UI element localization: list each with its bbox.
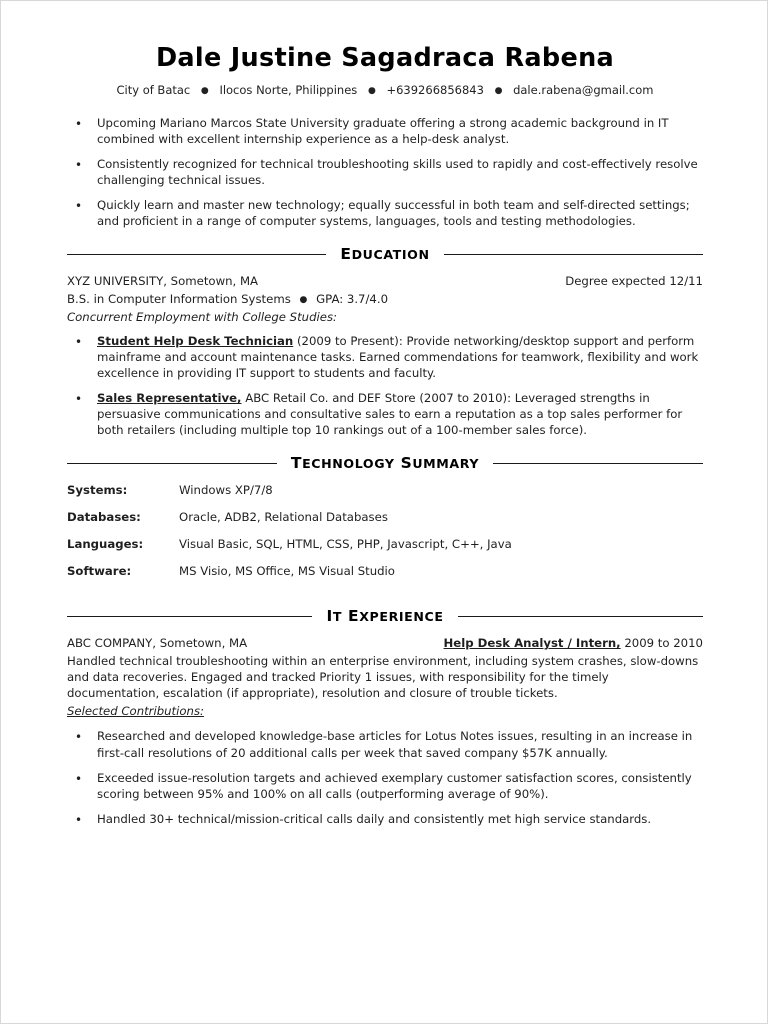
- list-item-text: Handled 30+ technical/mission-critical calls daily and consistently met high service standards.: [97, 811, 652, 826]
- list-item: [67, 197, 703, 229]
- section-header-education: [67, 245, 703, 263]
- education-gpa: GPA: 3.7/4.0: [316, 292, 389, 307]
- tech-label: Databases:: [67, 510, 141, 525]
- job-title: Student Help Desk Technician: [97, 334, 294, 349]
- table-row: [67, 483, 703, 510]
- bullet-icon: •: [75, 812, 83, 827]
- divider: [493, 463, 703, 464]
- education-degree-row: [67, 292, 703, 306]
- contact-phone: +639266856843: [386, 83, 484, 97]
- contact-email[interactable]: dale.rabena@gmail.com: [513, 83, 654, 97]
- list-item: [67, 728, 703, 760]
- experience-role-row: [444, 636, 704, 650]
- list-item-text: Quickly learn and master new technology; equally successful in both team and self-directed settings; and proficient in a range of computer systems, languages, tools and testing methodologies.: [97, 198, 690, 229]
- contact-region: Ilocos Norte, Philippines: [219, 83, 358, 97]
- tech-label: Software:: [67, 564, 132, 579]
- bullet-icon: •: [75, 771, 83, 786]
- tech-value: Oracle, ADB2, Relational Databases: [179, 510, 388, 525]
- divider: [444, 254, 703, 255]
- experience-description: Handled technical troubleshooting within an enterprise environment, including system crashes, slow-downs and data recoveries. Engaged and tracked Priority 1 issues, with responsibility for the timely documentation, escalation (if appropriate), resolution and closure of trouble tickets.: [67, 654, 699, 701]
- experience-contributions-label: Selected Contributions:: [67, 704, 204, 719]
- list-item-text: Exceeded issue-resolution targets and achieved exemplary customer satisfaction scores, consistently scoring between 95% and 100% on all calls (outperforming average of 90%).: [97, 770, 692, 801]
- job-title: Sales Representative,: [97, 391, 242, 406]
- job-description: (2009 to Present): Provide networking/desktop support and perform mainframe and account maintenance tasks. Earned commendations for teamwork, flexibility and work excellence in providing IT support to students and faculty.: [97, 334, 699, 381]
- table-row: [67, 564, 703, 591]
- divider: [458, 616, 703, 617]
- contact-line: [67, 83, 703, 97]
- education-degree-expected: Degree expected 12/11: [565, 274, 703, 289]
- education-school-row: [67, 274, 703, 288]
- bullet-icon: •: [75, 117, 83, 131]
- section-title: IT EXPERIENCE: [326, 607, 444, 626]
- bullet-separator-icon: ●: [299, 295, 308, 306]
- bullet-separator-icon: ●: [494, 86, 503, 96]
- experience-dates: 2009 to 2010: [620, 636, 703, 651]
- tech-label: Systems:: [67, 483, 128, 498]
- list-item: [67, 811, 703, 827]
- experience-role: Help Desk Analyst / Intern,: [443, 636, 621, 651]
- technology-table: [67, 483, 703, 591]
- section-header-experience: [67, 607, 703, 625]
- job-description: ABC Retail Co. and DEF Store (2007 to 2010): Leveraged strengths in persuasive communications and consultative sales to earn a reputation as a top sales performer for both retailers (including multiple top 10 rankings out of a 100-member sales force).: [97, 391, 683, 438]
- experience-header-row: [67, 636, 703, 650]
- list-item: [67, 156, 703, 188]
- table-row: [67, 537, 703, 564]
- tech-value: MS Visio, MS Office, MS Visual Studio: [179, 564, 395, 579]
- tech-value: Windows XP/7/8: [179, 483, 273, 498]
- summary-list: [67, 115, 703, 229]
- section-title: EDUCATION: [340, 245, 430, 264]
- divider: [67, 254, 326, 255]
- list-item-text: Researched and developed knowledge-base articles for Lotus Notes issues, resulting in an increase in first-call resolutions of 20 additional calls per week that saved company $57K annually.: [97, 729, 693, 760]
- page-title: Dale Justine Sagadraca Rabena: [155, 43, 615, 73]
- education-jobs-list: [67, 333, 703, 438]
- education-concurrent-label: Concurrent Employment with College Studies:: [67, 310, 337, 325]
- resume-content: [67, 43, 703, 827]
- divider: [67, 616, 312, 617]
- bullet-icon: •: [75, 199, 83, 214]
- list-item: [67, 770, 703, 802]
- experience-bullets-list: [67, 728, 703, 826]
- list-item-text: Upcoming Mariano Marcos State University graduate offering a strong academic background in IT combined with excellent internship experience as a help-desk analyst.: [97, 116, 669, 147]
- bullet-icon: •: [75, 158, 83, 173]
- education-degree: B.S. in Computer Information Systems: [67, 292, 291, 307]
- experience-company: ABC COMPANY, Sometown, MA: [67, 636, 248, 651]
- tech-value: Visual Basic, SQL, HTML, CSS, PHP, Javascript, C++, Java: [179, 537, 512, 552]
- list-item: [67, 115, 703, 147]
- bullet-separator-icon: ●: [367, 86, 376, 96]
- contact-city: City of Batac: [116, 83, 191, 97]
- bullet-icon: •: [75, 730, 83, 745]
- list-item: [67, 390, 703, 438]
- bullet-separator-icon: ●: [200, 86, 209, 96]
- bullet-icon: •: [75, 335, 83, 350]
- tech-label: Languages:: [67, 537, 144, 552]
- list-item: [67, 333, 703, 381]
- bullet-icon: •: [75, 392, 83, 407]
- section-title: TECHNOLOGY SUMMARY: [290, 454, 480, 473]
- list-item-text: Consistently recognized for technical troubleshooting skills used to rapidly and cost-effectively resolve challenging technical issues.: [97, 157, 698, 188]
- education-school: XYZ UNIVERSITY, Sometown, MA: [67, 274, 259, 289]
- table-row: [67, 510, 703, 537]
- section-header-technology: [67, 454, 703, 472]
- divider: [67, 463, 277, 464]
